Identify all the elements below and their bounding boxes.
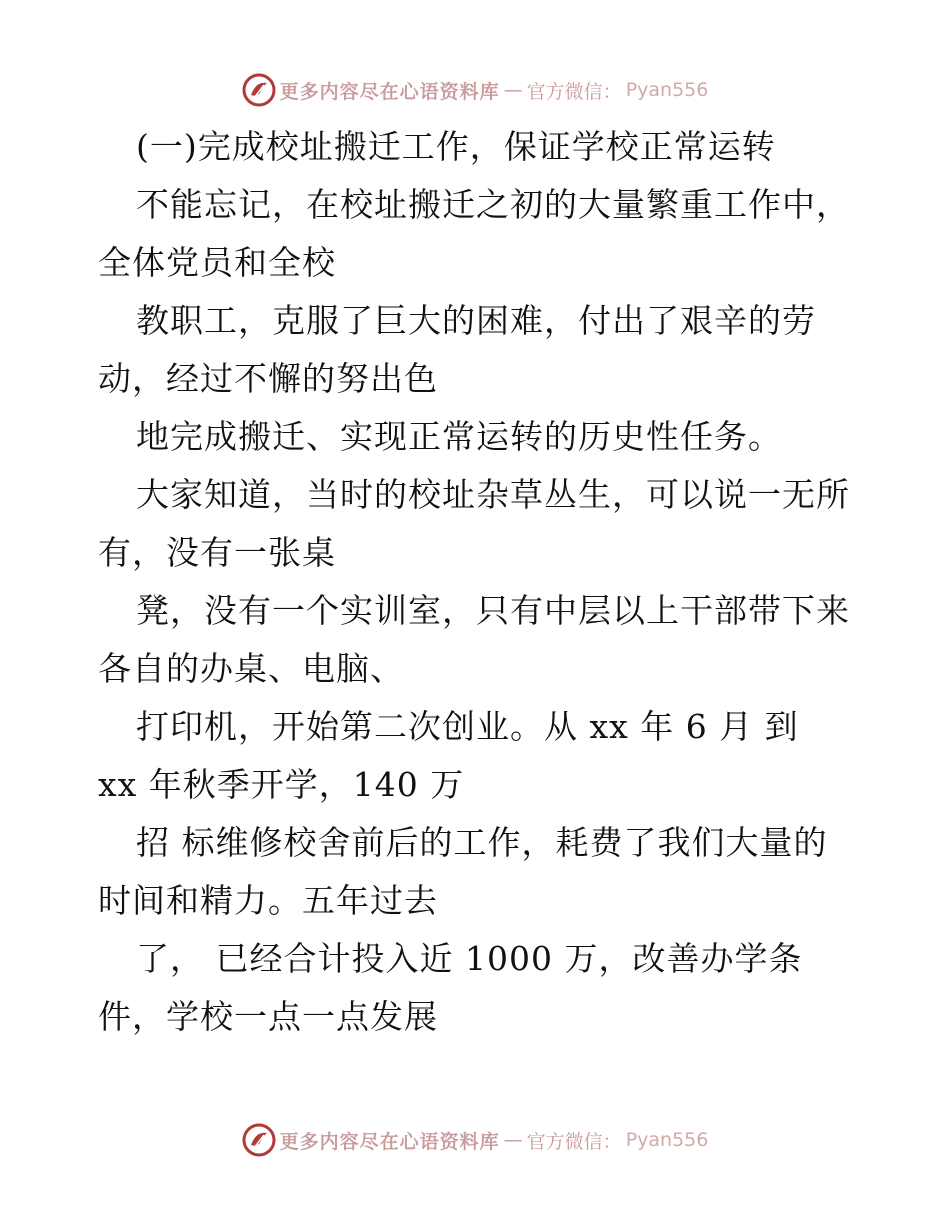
paragraph-line: 教职工，克服了巨大的困难，付出了艰辛的劳 (136, 301, 816, 340)
header-separator: — (503, 79, 523, 101)
paragraph-line: 打印机，开始第二次创业。从 xx 年 6 月 到 (136, 707, 799, 746)
paragraph-line: 各自的办桌、电脑、 (98, 649, 404, 688)
header-banner-inner (242, 73, 709, 107)
footer-wechat-label: 官方微信： (526, 1130, 622, 1153)
footer-separator: — (503, 1129, 523, 1151)
paragraph-line: 动，经过不懈的努出色 (98, 359, 438, 398)
paragraph-line: 了， 已经合计投入近 1000 万，改善办学条 (136, 939, 803, 978)
paragraph-line: 凳，没有一个实训室，只有中层以上干部带下来 (136, 591, 850, 630)
brand-logo-icon (242, 73, 276, 107)
header-wechat-id: Pyan556 (625, 79, 709, 101)
header-brand-text: 更多内容尽在心语资料库 (279, 80, 500, 103)
footer-brand-text: 更多内容尽在心语资料库 (279, 1130, 500, 1153)
header-banner (0, 68, 950, 112)
footer-wechat-id: Pyan556 (625, 1129, 709, 1151)
footer-banner-inner (242, 1123, 709, 1157)
document-body (98, 124, 858, 1052)
footer-banner (0, 1118, 950, 1162)
paragraph-line: 不能忘记，在校址搬迁之初的大量繁重工作中， (136, 185, 850, 224)
paragraph-line: xx 年秋季开学，140 万 (98, 765, 465, 804)
paragraph-line: 全体党员和全校 (98, 243, 336, 282)
paragraph-line: 大家知道，当时的校址杂草丛生，可以说一无所 (136, 475, 850, 514)
section-heading: (一)完成校址搬迁工作，保证学校正常运转 (136, 127, 776, 166)
paragraph-line: 时间和精力。五年过去 (98, 881, 438, 920)
paragraph-line: 件，学校一点一点发展 (98, 997, 438, 1036)
brand-logo-icon (242, 1123, 276, 1157)
paragraph-line: 地完成搬迁、实现正常运转的历史性任务。 (136, 417, 782, 456)
paragraph-line: 有，没有一张桌 (98, 533, 336, 572)
paragraph-line: 招 标维修校舍前后的工作，耗费了我们大量的 (136, 823, 828, 862)
header-wechat-label: 官方微信： (526, 80, 622, 103)
